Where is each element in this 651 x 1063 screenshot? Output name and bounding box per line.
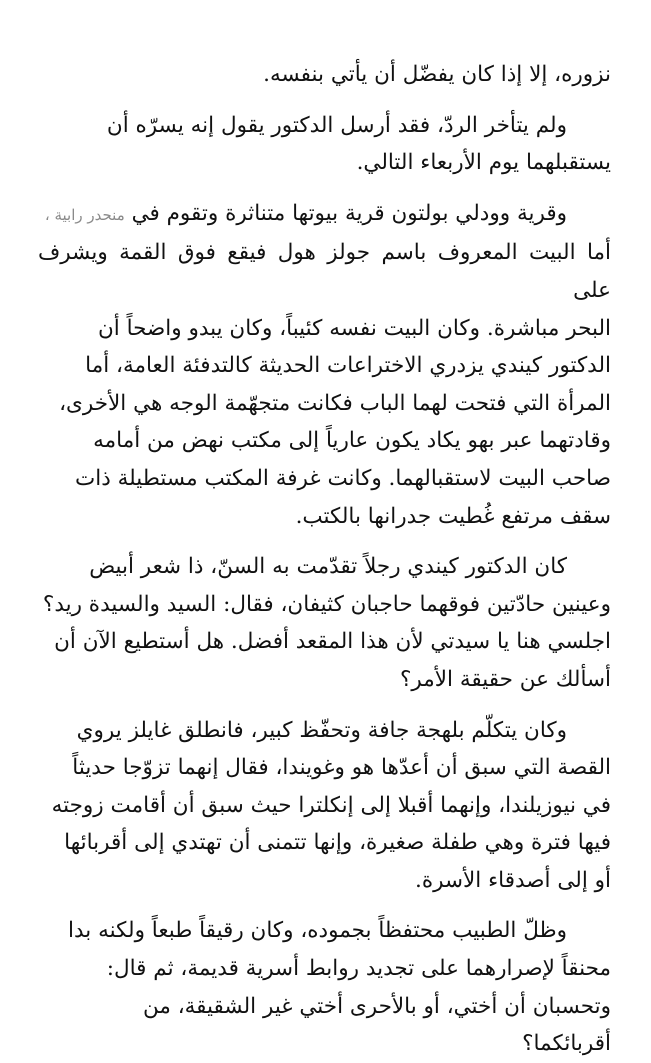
paragraph-5 [38, 712, 611, 900]
text-line: وظلّ الطبيب محتفظاً بجموده، وكان رقيقاً طبعاً ولكنه بدا [68, 918, 567, 944]
text-line: صاحب البيت لاستقبالهما. وكانت غرفة المكتب مستطيلة ذات [75, 465, 611, 491]
text-line: محنقاً لإصرارهما على تجديد روابط أسرية قديمة، ثم قال: [106, 956, 611, 982]
text-line: وتحسبان أن أختي، أو بالأحرى أختي غير الشقيقة، من [143, 993, 611, 1019]
text-line: الدكتور كيندي يزدري الاختراعات الحديثة كالتدفئة العامة، أما [85, 353, 611, 379]
text-line: اجلسي هنا يا سيدتي لأن هذا المقعد أفضل. هل أستطيع الآن أن [54, 629, 611, 655]
inline-note: منحدر رابية ، [44, 205, 125, 224]
text-line: وكان يتكلّم بلهجة جافة وتحفّظ كبير، فانطلق غايلز يروي [76, 717, 567, 743]
paragraph-2 [38, 107, 611, 182]
text-line: وقرية وودلي بولتون قرية بيوتها متناثرة وتقوم في [131, 200, 567, 226]
text-line: يستقبلهما يوم الأربعاء التالي. [356, 150, 611, 176]
text-line: المرأة التي فتحت لهما الباب فكانت متجهّمة الوجه هي الأخرى، [59, 390, 611, 416]
paragraph-4 [38, 548, 611, 698]
paragraph-1 [38, 56, 611, 94]
paragraph-3 [38, 195, 611, 535]
text-line: أو إلى أصدقاء الأسرة. [415, 867, 611, 893]
text-line: وقادتهما عبر بهو يكاد يكون عارياً إلى مكتب نهض من أمامه [93, 428, 611, 454]
text-line: أما البيت المعروف باسم جولز هول فيقع فوق القمة ويشرف على [38, 240, 611, 303]
text-line: القصة التي سبق أن أعدّها هو وغويندا، فقال إنهما تزوّجا حديثاً [72, 755, 611, 781]
text-line: كان الدكتور كيندي رجلاً تقدّمت به السنّ، ذا شعر أبيض [89, 554, 567, 580]
paragraph-6 [38, 912, 611, 1062]
text-line: ولم يتأخر الردّ، فقد أرسل الدكتور يقول إنه يسرّه أن [106, 112, 567, 138]
text-line: أسألك عن حقيقة الأمر؟ [400, 666, 611, 692]
text-line: فيها فترة وهي طفلة صغيرة، وإنها تتمنى أن تهتدي إلى أقربائها [64, 830, 611, 856]
text-line-with-note [38, 195, 611, 235]
text-line: أقربائكما؟ [522, 1031, 611, 1057]
text-line: البحر مباشرة. وكان البيت نفسه كئيباً، وكان يبدو واضحاً أن [97, 315, 611, 341]
text-line: سقف مرتفع غُطيت جدرانها بالكتب. [295, 503, 611, 529]
text-line: وعينين حادّتين فوقهما حاجبان كثيفان، فقال: السيد والسيدة ريد؟ [42, 591, 611, 617]
text-line: في نيوزيلندا، وإنهما أقبلا إلى إنكلترا حيث سبق أن أقامت زوجته [51, 792, 611, 818]
text-line: نزوره، إلا إذا كان يفضّل أن يأتي بنفسه. [263, 62, 611, 87]
